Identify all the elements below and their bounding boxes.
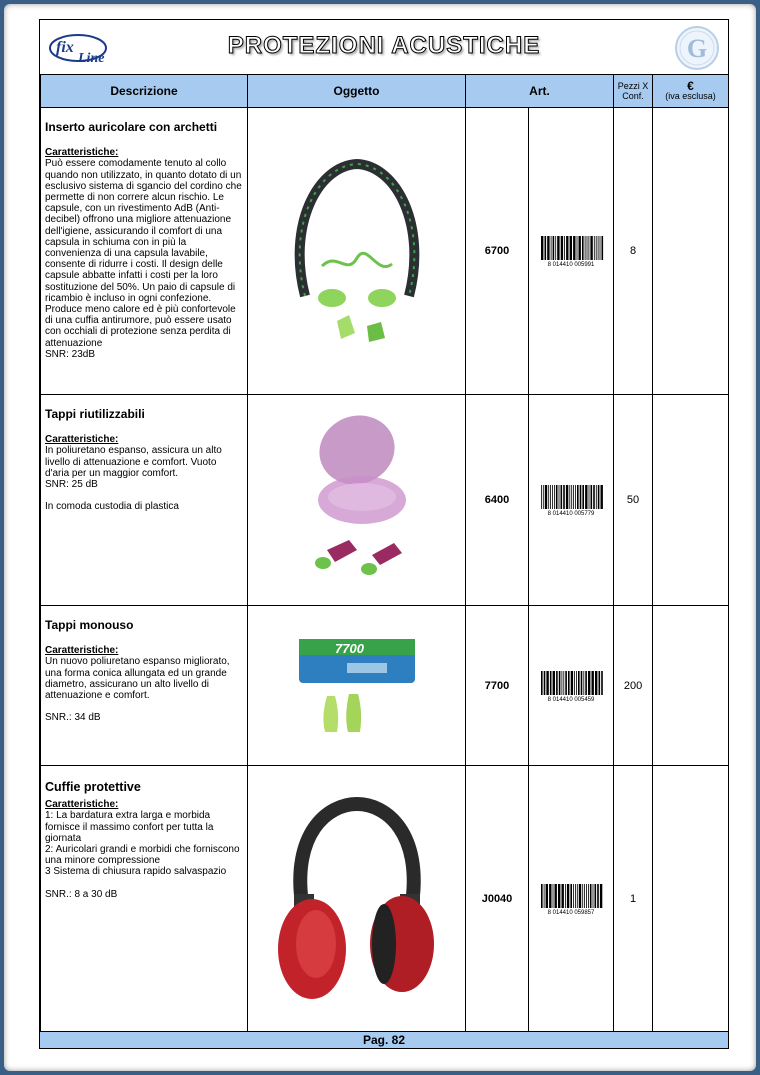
barcode-bar	[584, 884, 585, 908]
barcode-bar	[601, 485, 603, 509]
snr-text: SNR: 23dB	[45, 348, 96, 360]
product-image-cell	[248, 606, 466, 766]
barcode-bar	[579, 236, 581, 260]
product-name: Cuffie protettive	[45, 780, 141, 794]
features-text: Un nuovo poliuretano espanso migliorato, una forma conica allungata ed un grande diametro, assicurano un alto livello di attenuazione e comfort.	[45, 656, 230, 702]
product-image-cell	[248, 766, 466, 1032]
catalog-sheet	[39, 19, 729, 1049]
barcode-bar	[559, 671, 561, 695]
table-row	[41, 395, 729, 606]
barcode-bar	[548, 485, 549, 509]
barcode-bar	[565, 671, 567, 695]
barcode-bar	[594, 236, 595, 260]
barcode-number: 8 014410 059857	[547, 909, 595, 916]
barcode-bar	[597, 884, 599, 908]
barcode-bar	[573, 884, 574, 908]
product-name: Tappi monouso	[45, 618, 134, 632]
barcode-bar	[590, 236, 592, 260]
col-oggetto: Oggetto	[248, 75, 466, 108]
barcode-bar	[595, 671, 597, 695]
product-table	[40, 74, 729, 1032]
barcode-bar	[541, 671, 543, 695]
snr-text: SNR: 25 dB	[45, 479, 98, 491]
barcode-bar	[600, 884, 602, 908]
reusable-earplugs-image	[277, 405, 437, 595]
barcode-bar	[552, 485, 553, 509]
barcode-bar	[575, 884, 576, 908]
barcode-bar	[578, 671, 580, 695]
barcode-bar	[576, 671, 577, 695]
barcode-bar	[556, 671, 558, 695]
barcode-bar	[596, 485, 597, 509]
g-logo	[674, 25, 720, 71]
features-text: Può essere comodamente tenuto al collo quando non utilizzato, in quanto dotato di un esclusivo sistema di sgancio del cordino che permette di non correre alcun rischio. Le capsule, con un rivestimento AdB (Anti-decibel) offrono una migliore attenuazione dell'igiene, assicurando il comfort di una capsula in schiuma con in più la convenienza di una capsula lavabile, consente di ridurre i costi. Il design delle capsule abbatte infatti i costi per la loro sostituzione del 50%. Un paio di capsule di ricambio è incluso in ogni confezione. Produce meno calore ed è più confortevole di una cuffia antirumore, può essere usato con occhiali di protezione senza perdita di attenuazione	[45, 158, 242, 349]
col-pezzi: Pezzi X Conf.	[614, 75, 653, 108]
barcode-bar	[544, 884, 545, 908]
barcode-bar	[582, 884, 583, 908]
table-row	[41, 766, 729, 1032]
barcode-bar	[563, 671, 564, 695]
barcode-bar	[585, 485, 587, 509]
barcode-bar	[598, 236, 599, 260]
barcode-bar	[579, 884, 581, 908]
svg-text:7700: 7700	[334, 640, 364, 656]
barcode-bar	[588, 884, 589, 908]
page-number: Pag. 82	[40, 1031, 728, 1048]
barcode-bar	[575, 485, 576, 509]
price-cell	[653, 395, 729, 606]
barcode-cell	[529, 606, 614, 766]
barcode-bar	[589, 485, 590, 509]
barcode-bar	[588, 671, 590, 695]
barcode-bar	[595, 884, 597, 908]
barcode-bar	[586, 884, 587, 908]
barcode-image	[535, 234, 607, 268]
pieces-per-pack: 50	[614, 395, 653, 606]
svg-text:fix: fix	[56, 39, 74, 56]
case-text: In comoda custodia di plastica	[45, 501, 179, 513]
barcode-bar	[601, 671, 603, 695]
barcode-bar	[547, 236, 549, 260]
barcode-bar	[593, 884, 594, 908]
barcode-bar	[566, 485, 568, 509]
barcode-bar	[582, 485, 584, 509]
barcode-bar	[553, 236, 555, 260]
col-descrizione: Descrizione	[41, 75, 248, 108]
barcode-bar	[589, 236, 590, 260]
pieces-per-pack: 8	[614, 108, 653, 395]
barcode-bar	[598, 485, 600, 509]
table-header-row	[41, 75, 729, 108]
barcode-bar	[591, 485, 593, 509]
barcode-bar	[570, 884, 572, 908]
banded-earplugs-image	[277, 146, 437, 356]
barcode-number: 8 014410 005459	[547, 696, 595, 703]
barcode-bar	[571, 671, 573, 695]
barcode-bar	[596, 236, 597, 260]
barcode-bar	[585, 671, 587, 695]
barcode-bar	[565, 884, 566, 908]
price-cell	[653, 606, 729, 766]
barcode-bar	[550, 485, 551, 509]
barcode-cell	[529, 108, 614, 395]
barcode-bar	[585, 236, 586, 260]
barcode-bar	[550, 671, 552, 695]
feature-2: 2: Auricolari grandi e morbidi che forniscono una minore compressione	[45, 844, 240, 867]
barcode-bar	[554, 485, 555, 509]
barcode-image	[535, 483, 607, 517]
price-cell	[653, 108, 729, 395]
pieces-per-pack: 200	[614, 606, 653, 766]
barcode-bar	[563, 485, 565, 509]
barcode-bar	[546, 671, 548, 695]
barcode-bar	[541, 485, 542, 509]
article-code: J0040	[466, 766, 529, 1032]
article-code: 7700	[466, 606, 529, 766]
barcode-bar	[587, 236, 588, 260]
svg-text:Line: Line	[78, 51, 105, 66]
barcode-bar	[567, 884, 569, 908]
spacer	[45, 701, 243, 712]
svg-text:G: G	[686, 34, 708, 63]
barcode-bar	[577, 236, 578, 260]
features-label: Caratteristiche:	[45, 799, 119, 811]
barcode-bar	[564, 236, 565, 260]
description-cell	[41, 766, 248, 1032]
product-image-cell	[248, 395, 466, 606]
barcode-bar	[557, 236, 559, 260]
col-euro: € (iva esclusa)	[653, 75, 729, 108]
barcode-bar	[580, 485, 582, 509]
barcode-cell	[529, 395, 614, 606]
barcode-bar	[556, 485, 558, 509]
feature-3: 3 Sistema di chiusura rapido salvaspazio	[45, 866, 227, 878]
barcode-bar	[549, 884, 551, 908]
features-label: Caratteristiche:	[45, 147, 119, 159]
earmuffs-image	[272, 794, 442, 1004]
barcode-bar	[555, 884, 557, 908]
barcode-bar	[599, 671, 601, 695]
barcode-image	[535, 669, 607, 703]
barcode-bar	[573, 236, 575, 260]
barcode-bar	[581, 671, 583, 695]
article-code: 6400	[466, 395, 529, 606]
spacer	[45, 490, 243, 501]
barcode-bar	[543, 485, 544, 509]
price-cell	[653, 766, 729, 1032]
barcode-bar	[573, 485, 574, 509]
description-cell	[41, 395, 248, 606]
title-bar	[40, 20, 728, 75]
article-code: 6700	[466, 108, 529, 395]
snr-text: SNR.: 8 a 30 dB	[45, 888, 118, 900]
product-image-cell	[248, 108, 466, 395]
barcode-bar	[553, 884, 554, 908]
barcode-bar	[566, 236, 568, 260]
feature-1: 1: La bardatura extra larga e morbida fornisce il massimo confort per tutta la giornata	[45, 810, 214, 844]
barcode-bar	[582, 236, 584, 260]
snr-text: SNR.: 34 dB	[45, 712, 101, 724]
features-label: Caratteristiche:	[45, 434, 119, 446]
barcode-bar	[571, 485, 572, 509]
disposable-earplugs-image	[287, 631, 427, 741]
barcode-bar	[555, 236, 556, 260]
features-text: In poliuretano espanso, assicura un alto livello di attenuazione e comfort. Vuoto d'aria per un maggior comfort.	[45, 445, 222, 479]
table-row	[41, 108, 729, 395]
features-label: Caratteristiche:	[45, 645, 119, 657]
col-art: Art.	[466, 75, 614, 108]
barcode-bar	[551, 236, 552, 260]
barcode-bar	[546, 884, 548, 908]
barcode-number: 8 014410 005991	[547, 262, 595, 268]
barcode-bar	[570, 236, 572, 260]
barcode-bar	[562, 671, 563, 695]
page-title: PROTEZIONI ACUSTICHE	[227, 32, 541, 59]
barcode-bar	[558, 884, 560, 908]
barcode-bar	[577, 884, 578, 908]
barcode-image	[535, 882, 607, 916]
barcode-bar	[574, 671, 575, 695]
barcode-bar	[561, 236, 563, 260]
barcode-bar	[593, 485, 595, 509]
barcode-bar	[592, 671, 594, 695]
barcode-bar	[541, 236, 543, 260]
pieces-per-pack: 1	[614, 766, 653, 1032]
barcode-bar	[544, 671, 546, 695]
barcode-bar	[590, 884, 592, 908]
barcode-bar	[559, 485, 560, 509]
barcode-cell	[529, 766, 614, 1032]
barcode-bar	[569, 485, 570, 509]
spacer	[45, 878, 243, 889]
barcode-bar	[583, 671, 584, 695]
product-name: Inserto auricolare con archetti	[45, 120, 218, 134]
table-row	[41, 606, 729, 766]
barcode-bar	[600, 236, 601, 260]
description-cell	[41, 606, 248, 766]
product-name: Tappi riutilizzabili	[45, 407, 145, 421]
barcode-bar	[577, 485, 579, 509]
barcode-bar	[568, 671, 570, 695]
barcode-bar	[541, 884, 543, 908]
description-cell	[41, 108, 248, 395]
barcode-bar	[545, 236, 547, 260]
barcode-bar	[561, 485, 563, 509]
page-frame	[4, 4, 756, 1071]
barcode-bar	[553, 671, 555, 695]
barcode-bar	[545, 485, 547, 509]
barcode-number: 8 014410 005779	[547, 511, 595, 517]
barcode-bar	[562, 884, 564, 908]
barcode-bar	[602, 236, 604, 260]
